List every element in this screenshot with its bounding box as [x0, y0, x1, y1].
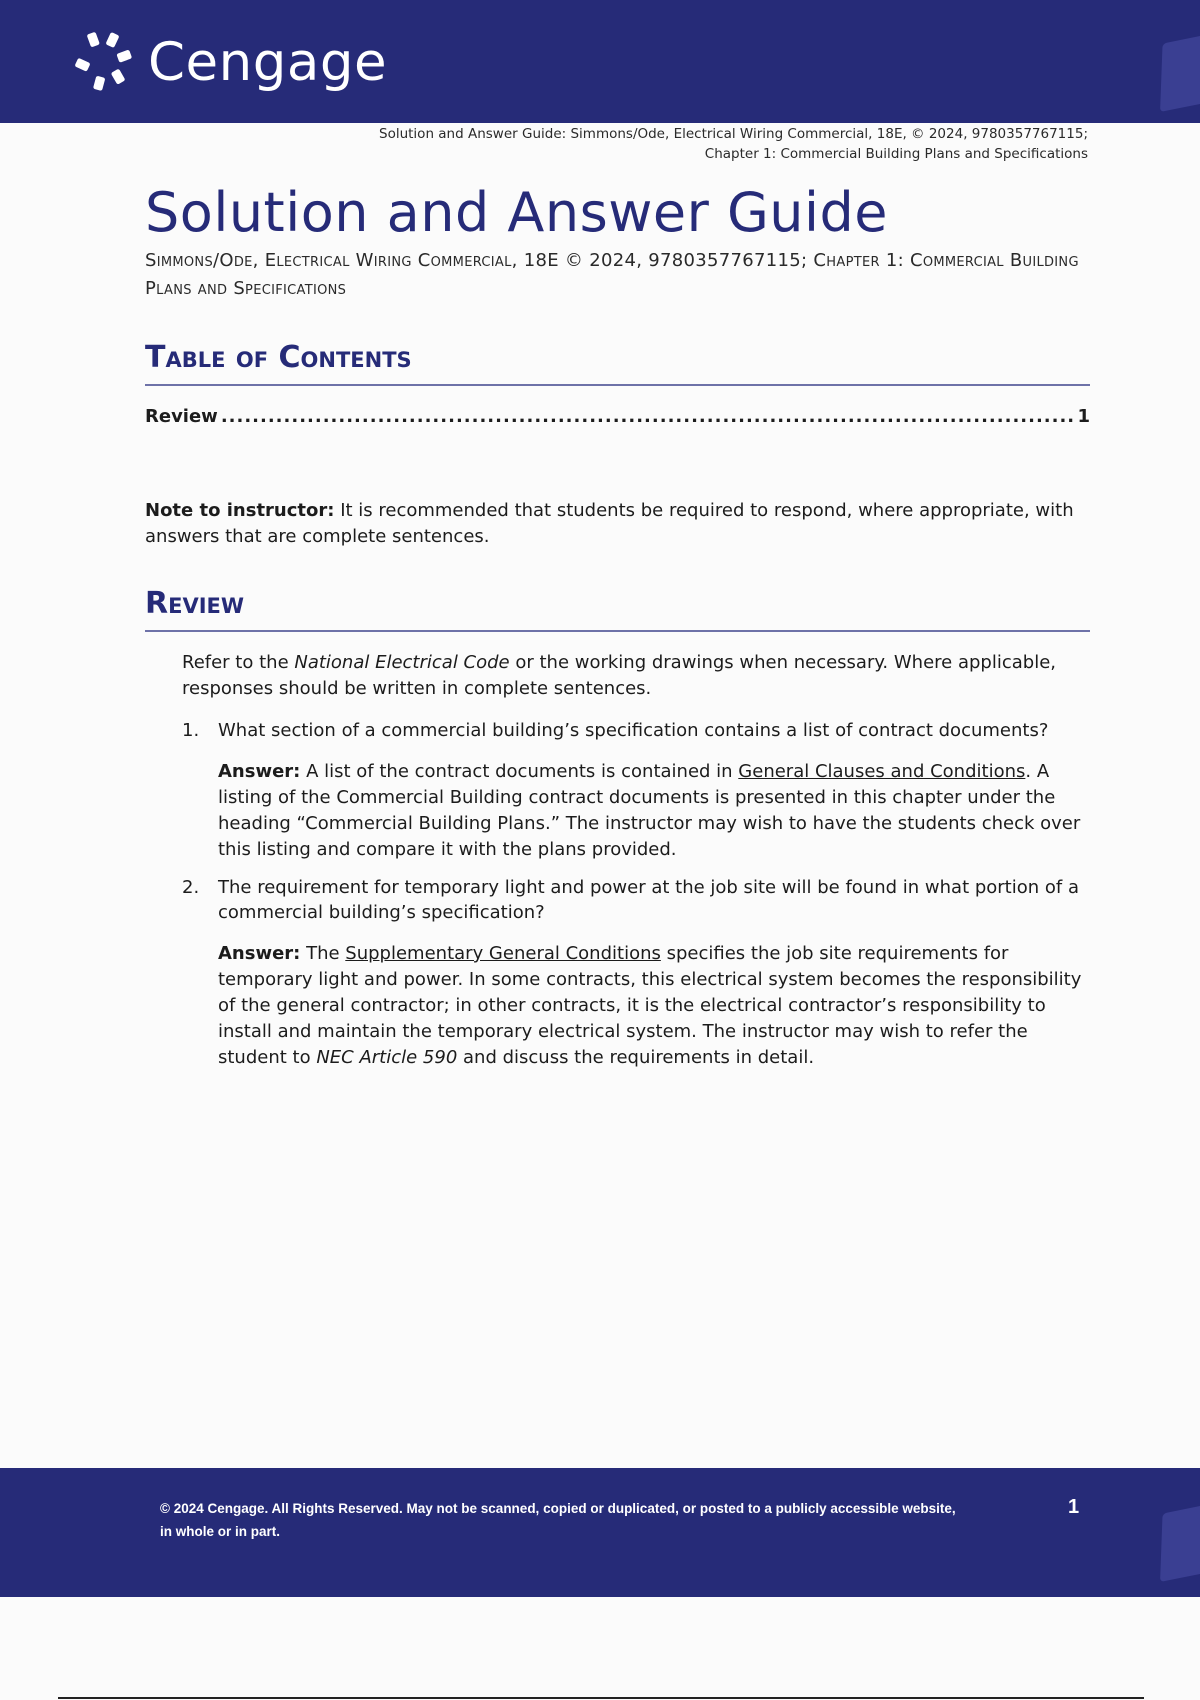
- question-2: [182, 875, 1092, 925]
- question-text: The requirement for temporary light and power at the job site will be found in what portion of a commercial building’s specification?: [218, 877, 1079, 923]
- page-bottom-rule: [58, 1697, 1144, 1699]
- toc-entry-label: Review: [145, 406, 218, 427]
- answer-text-pre: The: [300, 943, 346, 964]
- intro-text-pre: Refer to the: [182, 652, 295, 673]
- question-number: 2.: [182, 877, 200, 898]
- answer-2: [218, 941, 1092, 1071]
- running-header-line1: Solution and Answer Guide: Simmons/Ode, Electrical Wiring Commercial, 18E, © 2024, 9780357767115;: [379, 126, 1088, 142]
- note-text: It is recommended that students be required to respond, where appropriate, with answers that are complete sentences.: [145, 500, 1074, 547]
- answer-nec-reference: NEC Article 590: [316, 1047, 458, 1068]
- answer-label: Answer:: [218, 943, 301, 964]
- note-label: Note to instructor:: [145, 500, 335, 521]
- running-header: [379, 124, 1088, 164]
- cengage-logo: [74, 30, 387, 94]
- answer-key-term: Supplementary General Conditions: [345, 943, 661, 964]
- decorative-accent: [1160, 34, 1200, 112]
- answer-1: [218, 759, 1092, 863]
- toc-entry-page: 1: [1077, 406, 1090, 427]
- answer-text-post: . A listing of the Commercial Building contract documents is presented in this chapter under the heading “Commercial Building Plans.” The instructor may wish to have the students check over this listing and compare it with the plans provided.: [218, 761, 1081, 860]
- document-title: Solution and Answer Guide: [145, 181, 889, 244]
- answer-text-mid: specifies the job site requirements for temporary light and power. In some contracts, this electrical system becomes the responsibility of the general contractor; in other contracts, it is the electrical contractor’s responsibility to install and maintain the temporary electrical system. The instructor may wish to refer the student to: [218, 943, 1082, 1068]
- intro-nec-title: National Electrical Code: [294, 652, 510, 673]
- toc-heading: Table of Contents: [145, 338, 1090, 386]
- question-list: [182, 718, 1092, 1083]
- cengage-logo-icon: [74, 31, 136, 93]
- header-band: [0, 0, 1200, 123]
- running-header-line2: Chapter 1: Commercial Building Plans and Specifications: [704, 146, 1088, 162]
- intro-text-post: or the working drawings when necessary. Where applicable, responses should be written in complete sentences.: [182, 652, 1056, 699]
- question-text: What section of a commercial building’s specification contains a list of contract documents?: [218, 720, 1049, 741]
- brand-name: Cengage: [148, 31, 388, 93]
- review-intro: [182, 650, 1062, 702]
- question-item-2: [182, 875, 1092, 1071]
- answer-text-pre: A list of the contract documents is contained in: [300, 761, 739, 782]
- question-number: 1.: [182, 720, 200, 741]
- decorative-accent: [1160, 1504, 1200, 1582]
- document-subtitle: Simmons/Ode, Electrical Wiring Commercial, 18E © 2024, 9780357767115; Chapter 1: Commercial Building Plans and Specifications: [145, 250, 1079, 299]
- toc-leader-dots: [221, 404, 1075, 430]
- answer-label: Answer:: [218, 761, 301, 782]
- question-1: [182, 718, 1092, 743]
- footer-page-number: 1: [1068, 1496, 1080, 1518]
- footer-copyright: © 2024 Cengage. All Rights Reserved. May not be scanned, copied or duplicated, or posted to a publicly accessible website, in whole or in part.: [160, 1501, 956, 1539]
- note-to-instructor: [145, 498, 1090, 550]
- answer-key-term: General Clauses and Conditions: [738, 761, 1026, 782]
- question-item-1: [182, 718, 1092, 863]
- review-heading: Review: [145, 584, 1090, 632]
- toc-entry-review[interactable]: [145, 404, 1090, 430]
- answer-text-post: and discuss the requirements in detail.: [457, 1047, 815, 1068]
